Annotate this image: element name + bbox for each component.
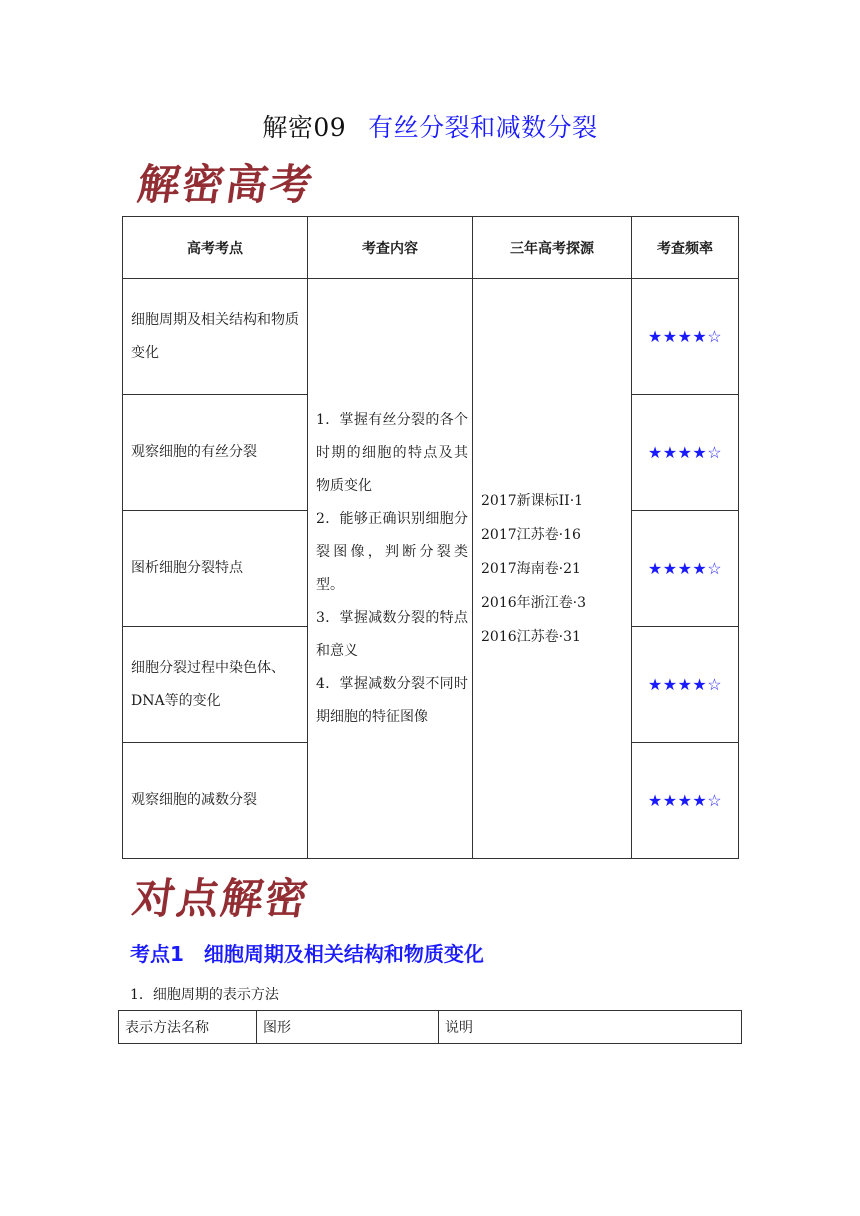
banner-dianjie-logo: 对点解密 (129, 874, 313, 923)
frequency-stars: ★★★★☆ (632, 743, 739, 859)
overview-header-row (123, 217, 739, 279)
source-item: 2017江苏卷·16 (481, 526, 581, 543)
header-figure: 图形 (257, 1011, 439, 1044)
page-title (0, 112, 860, 144)
source-item: 2017新课标II·1 (481, 492, 584, 509)
table-row (123, 279, 739, 395)
frequency-stars: ★★★★☆ (632, 511, 739, 627)
header-method-name: 表示方法名称 (119, 1011, 257, 1044)
method-table (118, 1010, 742, 1044)
point-cell: 观察细胞的有丝分裂 (123, 395, 308, 511)
header-points: 高考考点 (123, 217, 308, 279)
content-cell (308, 279, 473, 859)
frequency-stars: ★★★★☆ (632, 395, 739, 511)
header-frequency: 考查频率 (632, 217, 739, 279)
frequency-stars: ★★★★☆ (632, 279, 739, 395)
header-sources: 三年高考探源 (473, 217, 632, 279)
source-item: 2017海南卷·21 (481, 560, 581, 577)
title-subject: 有丝分裂和减数分裂 (368, 113, 598, 142)
overview-table (122, 216, 739, 859)
point-cell: 细胞分裂过程中染色体、DNA等的变化 (123, 627, 308, 743)
header-content: 考查内容 (308, 217, 473, 279)
sources-cell (473, 279, 632, 859)
content-item: 4．掌握减数分裂不同时期细胞的特征图像 (316, 675, 468, 725)
content-item: 3．掌握减数分裂的特点和意义 (316, 609, 468, 659)
content-item: 2．能够正确识别细胞分裂图像，判断分裂类型。 (316, 510, 468, 593)
point-cell: 观察细胞的减数分裂 (123, 743, 308, 859)
header-description: 说明 (439, 1011, 742, 1044)
section-heading (130, 938, 484, 967)
subsection-heading: 1．细胞周期的表示方法 (130, 987, 279, 1003)
source-item: 2016江苏卷·31 (481, 628, 581, 645)
section-number: 考点1 (130, 942, 184, 966)
method-header-row (119, 1011, 742, 1044)
source-item: 2016年浙江卷·3 (481, 594, 586, 611)
title-prefix: 解密09 (262, 113, 347, 142)
banner-gaokao-logo: 解密高考 (134, 160, 318, 209)
frequency-stars: ★★★★☆ (632, 627, 739, 743)
point-cell: 图析细胞分裂特点 (123, 511, 308, 627)
section-title: 细胞周期及相关结构和物质变化 (203, 942, 484, 966)
content-item: 1．掌握有丝分裂的各个时期的细胞的特点及其物质变化 (316, 411, 468, 494)
point-cell: 细胞周期及相关结构和物质变化 (123, 279, 308, 395)
